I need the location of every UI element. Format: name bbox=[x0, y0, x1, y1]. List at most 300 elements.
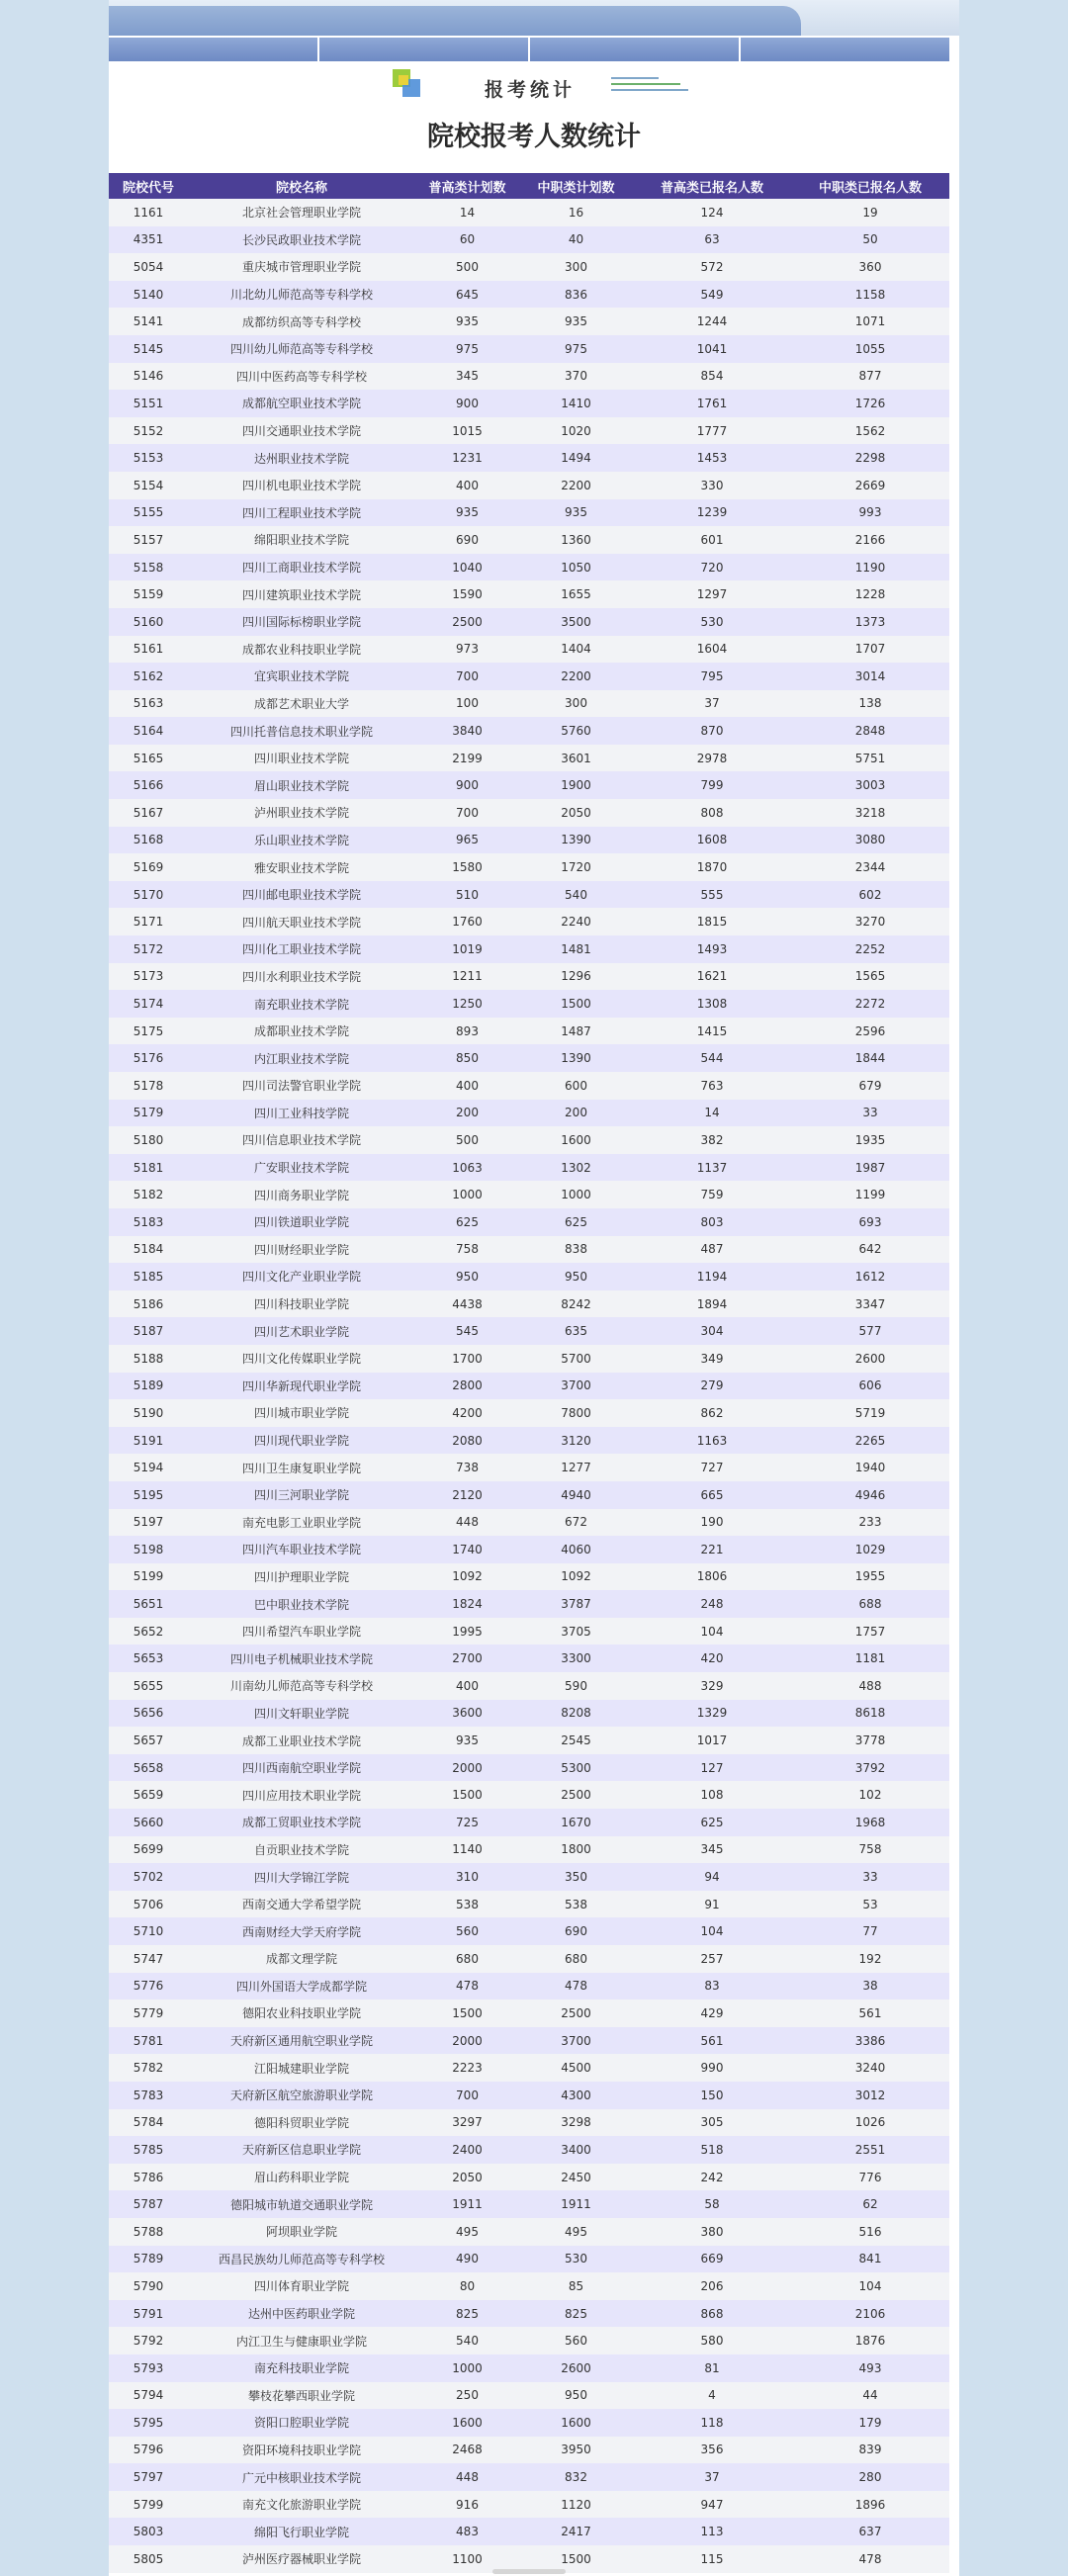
table-row bbox=[109, 226, 949, 254]
general-applied-cell: 37 bbox=[633, 2463, 791, 2491]
table-row bbox=[109, 2382, 949, 2410]
vocational-plan-cell: 495 bbox=[519, 2218, 633, 2246]
school-code-cell: 5655 bbox=[109, 1672, 188, 1700]
vocational-plan-cell: 1360 bbox=[519, 526, 633, 554]
school-code-cell: 5146 bbox=[109, 363, 188, 391]
table-row bbox=[109, 1727, 949, 1754]
school-name-cell: 四川护理职业学院 bbox=[188, 1563, 415, 1591]
table-row bbox=[109, 2409, 949, 2437]
vocational-plan-cell: 16 bbox=[519, 199, 633, 226]
general-applied-cell: 2978 bbox=[633, 745, 791, 772]
vocational-plan-cell: 1600 bbox=[519, 2409, 633, 2437]
vocational-applied-cell: 3347 bbox=[791, 1290, 949, 1318]
school-code-cell: 5788 bbox=[109, 2218, 188, 2246]
school-code-cell: 5173 bbox=[109, 963, 188, 991]
table-row bbox=[109, 2491, 949, 2519]
vocational-plan-cell: 836 bbox=[519, 281, 633, 309]
general-plan-cell: 935 bbox=[415, 308, 519, 335]
general-plan-cell: 700 bbox=[415, 799, 519, 827]
table-row bbox=[109, 1891, 949, 1918]
vocational-applied-cell: 1055 bbox=[791, 335, 949, 363]
table-row bbox=[109, 526, 949, 554]
vocational-plan-cell: 1720 bbox=[519, 853, 633, 881]
table-row bbox=[109, 2082, 949, 2109]
general-plan-cell: 540 bbox=[415, 2327, 519, 2354]
school-name-cell: 四川化工职业技术学院 bbox=[188, 935, 415, 963]
table-row bbox=[109, 1290, 949, 1318]
general-plan-cell: 490 bbox=[415, 2246, 519, 2273]
table-row bbox=[109, 717, 949, 745]
school-name-cell: 广元中核职业技术学院 bbox=[188, 2463, 415, 2491]
vocational-applied-cell: 38 bbox=[791, 1973, 949, 2000]
general-plan-cell: 935 bbox=[415, 1727, 519, 1754]
vocational-plan-cell: 838 bbox=[519, 1236, 633, 1264]
school-code-cell: 5181 bbox=[109, 1154, 188, 1182]
vocational-plan-cell: 2240 bbox=[519, 908, 633, 935]
school-name-cell: 攀枝花攀西职业学院 bbox=[188, 2382, 415, 2410]
school-name-cell: 四川文化产业职业学院 bbox=[188, 1263, 415, 1290]
general-applied-cell: 380 bbox=[633, 2218, 791, 2246]
school-code-cell: 5782 bbox=[109, 2054, 188, 2082]
table-row bbox=[109, 1018, 949, 1045]
vocational-plan-cell: 7800 bbox=[519, 1399, 633, 1427]
school-code-cell: 5153 bbox=[109, 444, 188, 472]
table-row bbox=[109, 1181, 949, 1208]
general-plan-cell: 1824 bbox=[415, 1590, 519, 1618]
general-plan-cell: 850 bbox=[415, 1044, 519, 1072]
vocational-plan-cell: 40 bbox=[519, 226, 633, 254]
general-applied-cell: 37 bbox=[633, 690, 791, 718]
table-row bbox=[109, 963, 949, 991]
school-code-cell: 5183 bbox=[109, 1208, 188, 1236]
school-name-cell: 南充电影工业职业学院 bbox=[188, 1509, 415, 1537]
school-code-cell: 5157 bbox=[109, 526, 188, 554]
table-row bbox=[109, 2354, 949, 2382]
general-applied-cell: 854 bbox=[633, 363, 791, 391]
vocational-plan-cell: 672 bbox=[519, 1509, 633, 1537]
vocational-applied-cell: 53 bbox=[791, 1891, 949, 1918]
vocational-plan-cell: 4940 bbox=[519, 1481, 633, 1509]
vocational-applied-cell: 19 bbox=[791, 199, 949, 226]
vocational-applied-cell: 606 bbox=[791, 1373, 949, 1400]
table-row bbox=[109, 2136, 949, 2164]
vocational-applied-cell: 62 bbox=[791, 2190, 949, 2218]
nav-item[interactable] bbox=[741, 38, 949, 61]
general-plan-cell: 1040 bbox=[415, 554, 519, 581]
school-name-cell: 四川交通职业技术学院 bbox=[188, 417, 415, 445]
school-code-cell: 5779 bbox=[109, 1999, 188, 2027]
general-applied-cell: 118 bbox=[633, 2409, 791, 2437]
nav-item[interactable] bbox=[109, 38, 319, 61]
vocational-applied-cell: 637 bbox=[791, 2518, 949, 2545]
vocational-plan-cell: 478 bbox=[519, 1973, 633, 2000]
nav-item[interactable] bbox=[530, 38, 741, 61]
general-plan-cell: 2000 bbox=[415, 2027, 519, 2055]
school-name-cell: 巴中职业技术学院 bbox=[188, 1590, 415, 1618]
school-name-cell: 四川卫生康复职业学院 bbox=[188, 1454, 415, 1481]
school-name-cell: 四川工商职业技术学院 bbox=[188, 554, 415, 581]
school-code-cell: 5171 bbox=[109, 908, 188, 935]
school-code-cell: 5170 bbox=[109, 881, 188, 909]
vocational-applied-cell: 758 bbox=[791, 1836, 949, 1864]
vocational-plan-cell: 1900 bbox=[519, 771, 633, 799]
school-code-cell: 5166 bbox=[109, 771, 188, 799]
school-name-cell: 四川建筑职业技术学院 bbox=[188, 580, 415, 608]
general-plan-cell: 400 bbox=[415, 1672, 519, 1700]
school-code-cell: 5152 bbox=[109, 417, 188, 445]
general-applied-cell: 727 bbox=[633, 1454, 791, 1481]
general-applied-cell: 108 bbox=[633, 1781, 791, 1809]
column-header: 中职类已报名人数 bbox=[791, 173, 949, 199]
general-applied-cell: 1297 bbox=[633, 580, 791, 608]
table-row bbox=[109, 1973, 949, 2000]
vocational-applied-cell: 33 bbox=[791, 1100, 949, 1127]
school-name-cell: 四川三河职业学院 bbox=[188, 1481, 415, 1509]
school-code-cell: 5198 bbox=[109, 1536, 188, 1563]
school-name-cell: 四川文轩职业学院 bbox=[188, 1700, 415, 1728]
vocational-applied-cell: 3014 bbox=[791, 663, 949, 690]
vocational-applied-cell: 2848 bbox=[791, 717, 949, 745]
general-applied-cell: 257 bbox=[633, 1945, 791, 1973]
vocational-plan-cell: 1390 bbox=[519, 827, 633, 854]
vocational-plan-cell: 540 bbox=[519, 881, 633, 909]
school-code-cell: 5656 bbox=[109, 1700, 188, 1728]
table-row bbox=[109, 1672, 949, 1700]
nav-item[interactable] bbox=[319, 38, 530, 61]
school-name-cell: 四川信息职业技术学院 bbox=[188, 1126, 415, 1154]
school-code-cell: 5785 bbox=[109, 2136, 188, 2164]
general-plan-cell: 100 bbox=[415, 690, 519, 718]
vocational-applied-cell: 1726 bbox=[791, 390, 949, 417]
school-code-cell: 1161 bbox=[109, 199, 188, 226]
general-plan-cell: 250 bbox=[415, 2382, 519, 2410]
general-applied-cell: 349 bbox=[633, 1345, 791, 1373]
table-row bbox=[109, 1945, 949, 1973]
vocational-plan-cell: 935 bbox=[519, 499, 633, 527]
general-plan-cell: 2050 bbox=[415, 2164, 519, 2191]
table-row bbox=[109, 417, 949, 445]
vocational-applied-cell: 1562 bbox=[791, 417, 949, 445]
table-row bbox=[109, 636, 949, 664]
table-row bbox=[109, 2463, 949, 2491]
general-plan-cell: 60 bbox=[415, 226, 519, 254]
general-plan-cell: 495 bbox=[415, 2218, 519, 2246]
general-applied-cell: 94 bbox=[633, 1863, 791, 1891]
vocational-applied-cell: 192 bbox=[791, 1945, 949, 1973]
general-applied-cell: 91 bbox=[633, 1891, 791, 1918]
vocational-applied-cell: 2600 bbox=[791, 1345, 949, 1373]
vocational-plan-cell: 1302 bbox=[519, 1154, 633, 1182]
school-name-cell: 四川水利职业技术学院 bbox=[188, 963, 415, 991]
vocational-applied-cell: 1935 bbox=[791, 1126, 949, 1154]
general-applied-cell: 487 bbox=[633, 1236, 791, 1264]
school-name-cell: 绵阳职业技术学院 bbox=[188, 526, 415, 554]
general-applied-cell: 150 bbox=[633, 2082, 791, 2109]
table-row bbox=[109, 308, 949, 335]
school-code-cell: 5803 bbox=[109, 2518, 188, 2545]
vocational-plan-cell: 825 bbox=[519, 2300, 633, 2328]
school-name-cell: 四川电子机械职业技术学院 bbox=[188, 1644, 415, 1672]
general-applied-cell: 669 bbox=[633, 2246, 791, 2273]
general-plan-cell: 973 bbox=[415, 636, 519, 664]
school-name-cell: 四川华新现代职业学院 bbox=[188, 1373, 415, 1400]
general-applied-cell: 58 bbox=[633, 2190, 791, 2218]
vocational-applied-cell: 77 bbox=[791, 1917, 949, 1945]
general-applied-cell: 1453 bbox=[633, 444, 791, 472]
school-name-cell: 西昌民族幼儿师范高等专科学校 bbox=[188, 2246, 415, 2273]
table-row bbox=[109, 1754, 949, 1782]
table-row bbox=[109, 2027, 949, 2055]
vocational-applied-cell: 3240 bbox=[791, 2054, 949, 2082]
column-header: 普高类计划数 bbox=[415, 173, 519, 199]
vocational-applied-cell: 693 bbox=[791, 1208, 949, 1236]
general-applied-cell: 429 bbox=[633, 1999, 791, 2027]
vocational-plan-cell: 2500 bbox=[519, 1999, 633, 2027]
school-code-cell: 5158 bbox=[109, 554, 188, 581]
vocational-applied-cell: 1190 bbox=[791, 554, 949, 581]
vocational-plan-cell: 200 bbox=[519, 1100, 633, 1127]
general-applied-cell: 1761 bbox=[633, 390, 791, 417]
vocational-plan-cell: 1000 bbox=[519, 1181, 633, 1208]
school-code-cell: 5163 bbox=[109, 690, 188, 718]
general-applied-cell: 305 bbox=[633, 2109, 791, 2137]
vocational-plan-cell: 935 bbox=[519, 308, 633, 335]
school-code-cell: 5141 bbox=[109, 308, 188, 335]
general-applied-cell: 1608 bbox=[633, 827, 791, 854]
table-row bbox=[109, 472, 949, 499]
general-applied-cell: 420 bbox=[633, 1644, 791, 1672]
school-name-cell: 阿坝职业学院 bbox=[188, 2218, 415, 2246]
vocational-applied-cell: 8618 bbox=[791, 1700, 949, 1728]
school-name-cell: 四川幼儿师范高等专科学校 bbox=[188, 335, 415, 363]
table-row bbox=[109, 1236, 949, 1264]
table-row bbox=[109, 1126, 949, 1154]
table-row bbox=[109, 1999, 949, 2027]
school-code-cell: 5790 bbox=[109, 2272, 188, 2300]
school-name-cell: 宜宾职业技术学院 bbox=[188, 663, 415, 690]
school-code-cell: 5151 bbox=[109, 390, 188, 417]
school-code-cell: 5186 bbox=[109, 1290, 188, 1318]
vocational-plan-cell: 1050 bbox=[519, 554, 633, 581]
vocational-plan-cell: 950 bbox=[519, 2382, 633, 2410]
general-applied-cell: 1870 bbox=[633, 853, 791, 881]
page-title: 院校报考人数统计 bbox=[427, 122, 641, 152]
general-applied-cell: 561 bbox=[633, 2027, 791, 2055]
general-applied-cell: 795 bbox=[633, 663, 791, 690]
table-row bbox=[109, 390, 949, 417]
school-code-cell: 5784 bbox=[109, 2109, 188, 2137]
school-code-cell: 5776 bbox=[109, 1973, 188, 2000]
section-subtitle: 报考统计 bbox=[485, 79, 577, 101]
general-plan-cell: 500 bbox=[415, 1126, 519, 1154]
table-row bbox=[109, 1618, 949, 1645]
vocational-applied-cell: 577 bbox=[791, 1317, 949, 1345]
table-row bbox=[109, 1863, 949, 1891]
general-plan-cell: 1019 bbox=[415, 935, 519, 963]
vocational-plan-cell: 5700 bbox=[519, 1345, 633, 1373]
general-applied-cell: 63 bbox=[633, 226, 791, 254]
vocational-plan-cell: 2545 bbox=[519, 1727, 633, 1754]
school-code-cell: 5164 bbox=[109, 717, 188, 745]
general-applied-cell: 665 bbox=[633, 1481, 791, 1509]
school-code-cell: 5140 bbox=[109, 281, 188, 309]
general-plan-cell: 1211 bbox=[415, 963, 519, 991]
vocational-plan-cell: 1120 bbox=[519, 2491, 633, 2519]
vocational-plan-cell: 560 bbox=[519, 2327, 633, 2354]
school-name-cell: 成都文理学院 bbox=[188, 1945, 415, 1973]
vocational-applied-cell: 493 bbox=[791, 2354, 949, 2382]
vocational-plan-cell: 975 bbox=[519, 335, 633, 363]
school-name-cell: 雅安职业技术学院 bbox=[188, 853, 415, 881]
table-row bbox=[109, 1345, 949, 1373]
table-row bbox=[109, 1154, 949, 1182]
general-plan-cell: 1590 bbox=[415, 580, 519, 608]
table-row bbox=[109, 1590, 949, 1618]
general-plan-cell: 448 bbox=[415, 2463, 519, 2491]
general-plan-cell: 4200 bbox=[415, 1399, 519, 1427]
vocational-applied-cell: 561 bbox=[791, 1999, 949, 2027]
vocational-plan-cell: 4300 bbox=[519, 2082, 633, 2109]
vocational-plan-cell: 538 bbox=[519, 1891, 633, 1918]
table-header-row bbox=[109, 173, 949, 199]
general-plan-cell: 1100 bbox=[415, 2545, 519, 2573]
school-name-cell: 北京社会管理职业学院 bbox=[188, 199, 415, 226]
stats-table bbox=[109, 173, 949, 2573]
school-code-cell: 5786 bbox=[109, 2164, 188, 2191]
vocational-applied-cell: 2106 bbox=[791, 2300, 949, 2328]
school-name-cell: 四川现代职业学院 bbox=[188, 1427, 415, 1455]
general-plan-cell: 950 bbox=[415, 1263, 519, 1290]
general-plan-cell: 700 bbox=[415, 663, 519, 690]
vocational-plan-cell: 5300 bbox=[519, 1754, 633, 1782]
general-plan-cell: 200 bbox=[415, 1100, 519, 1127]
vocational-applied-cell: 1029 bbox=[791, 1536, 949, 1563]
general-applied-cell: 1604 bbox=[633, 636, 791, 664]
school-name-cell: 四川航天职业技术学院 bbox=[188, 908, 415, 935]
school-code-cell: 5657 bbox=[109, 1727, 188, 1754]
table-row bbox=[109, 1263, 949, 1290]
school-name-cell: 眉山药科职业学院 bbox=[188, 2164, 415, 2191]
general-applied-cell: 1163 bbox=[633, 1427, 791, 1455]
school-name-cell: 四川体育职业学院 bbox=[188, 2272, 415, 2300]
general-applied-cell: 1308 bbox=[633, 990, 791, 1018]
general-plan-cell: 1092 bbox=[415, 1563, 519, 1591]
table-row bbox=[109, 444, 949, 472]
vocational-applied-cell: 1707 bbox=[791, 636, 949, 664]
table-row bbox=[109, 2327, 949, 2354]
vocational-plan-cell: 1092 bbox=[519, 1563, 633, 1591]
table-row bbox=[109, 690, 949, 718]
vocational-plan-cell: 4060 bbox=[519, 1536, 633, 1563]
scroll-indicator[interactable] bbox=[492, 2569, 566, 2574]
school-name-cell: 天府新区通用航空职业学院 bbox=[188, 2027, 415, 2055]
banner-strip bbox=[109, 6, 801, 36]
general-plan-cell: 758 bbox=[415, 1236, 519, 1264]
vocational-applied-cell: 2298 bbox=[791, 444, 949, 472]
general-plan-cell: 2400 bbox=[415, 2136, 519, 2164]
school-name-cell: 天府新区航空旅游职业学院 bbox=[188, 2082, 415, 2109]
general-applied-cell: 549 bbox=[633, 281, 791, 309]
vocational-plan-cell: 3787 bbox=[519, 1590, 633, 1618]
table-row bbox=[109, 281, 949, 309]
vocational-plan-cell: 590 bbox=[519, 1672, 633, 1700]
vocational-plan-cell: 2450 bbox=[519, 2164, 633, 2191]
general-plan-cell: 1580 bbox=[415, 853, 519, 881]
general-plan-cell: 1000 bbox=[415, 1181, 519, 1208]
vocational-plan-cell: 3950 bbox=[519, 2437, 633, 2464]
vocational-applied-cell: 1181 bbox=[791, 1644, 949, 1672]
school-code-cell: 5176 bbox=[109, 1044, 188, 1072]
general-applied-cell: 580 bbox=[633, 2327, 791, 2354]
table-row bbox=[109, 2054, 949, 2082]
school-name-cell: 德阳农业科技职业学院 bbox=[188, 1999, 415, 2027]
vocational-plan-cell: 950 bbox=[519, 1263, 633, 1290]
table-row bbox=[109, 2272, 949, 2300]
vocational-plan-cell: 1494 bbox=[519, 444, 633, 472]
school-name-cell: 成都工贸职业技术学院 bbox=[188, 1809, 415, 1836]
table-row bbox=[109, 1809, 949, 1836]
school-code-cell: 5178 bbox=[109, 1072, 188, 1100]
vocational-plan-cell: 1277 bbox=[519, 1454, 633, 1481]
general-applied-cell: 625 bbox=[633, 1809, 791, 1836]
top-banner bbox=[109, 0, 959, 36]
school-code-cell: 5182 bbox=[109, 1181, 188, 1208]
vocational-applied-cell: 50 bbox=[791, 226, 949, 254]
table-row bbox=[109, 363, 949, 391]
school-name-cell: 南充科技职业学院 bbox=[188, 2354, 415, 2382]
vocational-applied-cell: 3012 bbox=[791, 2082, 949, 2109]
vocational-applied-cell: 1940 bbox=[791, 1454, 949, 1481]
vocational-applied-cell: 1612 bbox=[791, 1263, 949, 1290]
school-code-cell: 5794 bbox=[109, 2382, 188, 2410]
school-code-cell: 5796 bbox=[109, 2437, 188, 2464]
school-name-cell: 四川艺术职业学院 bbox=[188, 1317, 415, 1345]
general-applied-cell: 803 bbox=[633, 1208, 791, 1236]
logo-icon bbox=[393, 69, 422, 99]
general-applied-cell: 304 bbox=[633, 1317, 791, 1345]
school-name-cell: 四川机电职业技术学院 bbox=[188, 472, 415, 499]
vocational-plan-cell: 3400 bbox=[519, 2136, 633, 2164]
school-code-cell: 5791 bbox=[109, 2300, 188, 2328]
table-row bbox=[109, 1536, 949, 1563]
general-plan-cell: 893 bbox=[415, 1018, 519, 1045]
school-code-cell: 5787 bbox=[109, 2190, 188, 2218]
vocational-plan-cell: 85 bbox=[519, 2272, 633, 2300]
general-applied-cell: 1621 bbox=[633, 963, 791, 991]
vocational-applied-cell: 2166 bbox=[791, 526, 949, 554]
vocational-plan-cell: 350 bbox=[519, 1863, 633, 1891]
table-row bbox=[109, 2518, 949, 2545]
general-plan-cell: 510 bbox=[415, 881, 519, 909]
school-code-cell: 5172 bbox=[109, 935, 188, 963]
general-applied-cell: 555 bbox=[633, 881, 791, 909]
vocational-plan-cell: 690 bbox=[519, 1917, 633, 1945]
vocational-applied-cell: 233 bbox=[791, 1509, 949, 1537]
table-row bbox=[109, 2218, 949, 2246]
school-name-cell: 四川邮电职业技术学院 bbox=[188, 881, 415, 909]
general-plan-cell: 80 bbox=[415, 2272, 519, 2300]
column-header: 院校代号 bbox=[109, 173, 188, 199]
general-applied-cell: 190 bbox=[633, 1509, 791, 1537]
vocational-applied-cell: 2265 bbox=[791, 1427, 949, 1455]
vocational-applied-cell: 138 bbox=[791, 690, 949, 718]
general-applied-cell: 1493 bbox=[633, 935, 791, 963]
general-applied-cell: 1329 bbox=[633, 1700, 791, 1728]
general-plan-cell: 825 bbox=[415, 2300, 519, 2328]
table-row bbox=[109, 1781, 949, 1809]
vocational-applied-cell: 1757 bbox=[791, 1618, 949, 1645]
school-code-cell: 5792 bbox=[109, 2327, 188, 2354]
